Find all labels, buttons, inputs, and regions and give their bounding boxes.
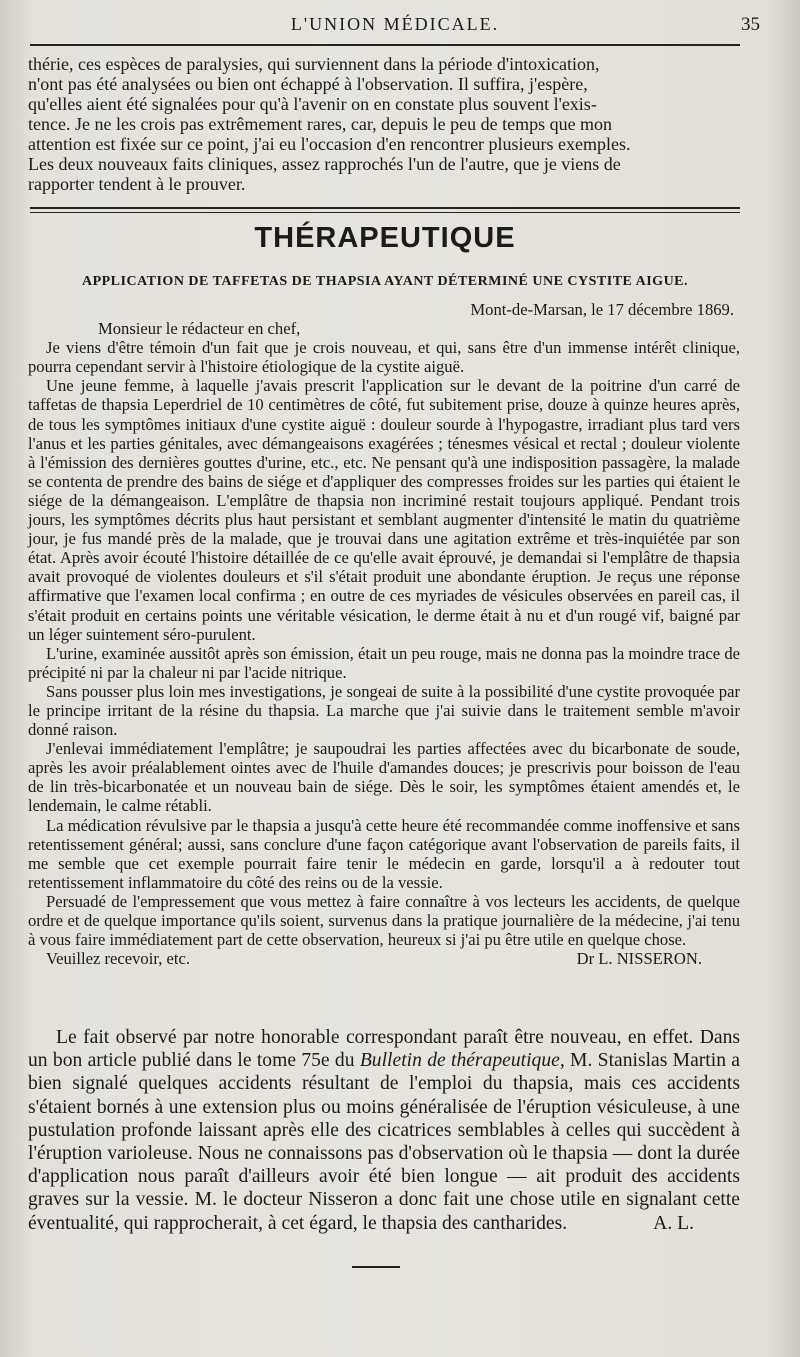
text-line: Les deux nouveaux faits cliniques, assez rapprochés l'un de l'autre, que je viens de [28,154,621,174]
letter-salutation: Monsieur le rédacteur en chef, [98,319,301,339]
letter-paragraph: Je viens d'être témoin d'un fait que je crois nouveau, et qui, sans être d'un immense intérêt clinique, pourra cependant servir à l'histoire étiologique de la cystite aiguë. [28,338,740,377]
article-title: APPLICATION DE TAFFETAS DE THAPSIA AYANT DÉTERMINÉ UNE CYSTITE AIGUE. [81,274,689,289]
section-divider-thin [30,212,740,213]
section-title: THÉRAPEUTIQUE [254,222,516,254]
letter-paragraph: Persuadé de l'empressement que vous mettez à faire connaître à vos lecteurs les accidents, de quelque ordre et de quelque importance qu'ils soient, survenus dans la pratique journalière de la médecine, j'ai tenu à vous faire immédiatement part de cette observation, heureux si j'ai pu être utile en quelque chose. [28,891,740,950]
text-line: attention est fixée sur ce point, j'ai eu l'occasion d'en rencontrer plusieurs exemples. [28,134,631,154]
letter-paragraph: Une jeune femme, à laquelle j'avais prescrit l'application sur le devant de la poitrine d'un carré de taffetas de thapsia Leperdriel de 10 centimètres de côté, fut subitement prise, douze à quinze heures après, de tous les symptômes initiaux d'une cystite aiguë : douleur sourde à l'hypogastre, irradiant plus tard vers l'anus et les parties génitales, avec démangeaisons exagérées ; ténesmes vésical et rectal ; douleur violente à l'émission des dernières gouttes d'urine, etc., etc. Ne pensant qu'à une indisposition passagère, la malade se contenta de prendre des bains de siége et d'appliquer des compresses froides sur les parties qui étaient le siége de la démangeaison. L'emplâtre de thapsia non incriminé restait toujours appliqué. Pendant trois jours, les symptômes décrits plus haut persistant et semblant augmenter d'intensité le matin du quatrième jour, je fus mandé près de la malade, que je trouvai dans une agitation extrême et très-inquiétée par son état. Après avoir écouté l'histoire détaillée de ce qu'elle avait éprouvé, je demandai si l'emplâtre de thapsia avait provoqué de violentes douleurs et s'il s'était produit une abondante éruption. Je reçus une réponse affirmative que l'examen local confirma ; en outre de ces myriades de vésicules observées en pareil cas, il s'était produit en certains points une véritable vésication, le derme était à nu et d'un rougé vif, baigné par un léger suintement séro-purulent. [28,376,740,644]
commentary-paragraph [28,1026,740,1235]
text-line: thérie, ces espèces de paralysies, qui surviennent dans la période d'intoxication, [28,54,600,74]
letter-paragraph: La médication révulsive par le thapsia a jusqu'à cette heure été recommandée comme inoffensive et sans retentissement général; aussi, sans conclure d'une façon catégorique avant l'observation de pareils faits, il me semble que cet exemple pourrait faire tenir le médecin en garde, lorsqu'il a à redouter tout retentissement inflammatoire du côté des reins ou de la vessie. [28,815,740,892]
header-rule [30,44,740,46]
editor-initials: A. L. [653,1212,694,1234]
previous-article-ending [28,54,740,194]
letter-paragraph: J'enlevai immédiatement l'emplâtre; je saupoudrai les parties affectées avec du bicarbonate de soude, après les avoir préalablement ointes avec de l'huile d'amandes douces; je prescrivis pour boisson de l'eau de lin très-bicarbonatée et un nouveau bain de siége. Dès le soir, les symptômes étaient amendés et, le lendemain, le calme rétabli. [28,739,740,816]
letter-place-date: Mont-de-Marsan, le 17 décembre 1869. [470,300,734,319]
letter-body [28,300,740,968]
text-line: n'ont pas été analysées ou bien ont échappé à l'observation. Il suffira, j'espère, [28,74,588,94]
journal-reference: Bulletin de thérapeutique, [359,1050,565,1072]
editor-commentary [28,1026,740,1235]
commentary-text-end: M. Stanislas Martin a bien signalé quelques accidents résultant de l'emploi du thapsia, mais ces accidents s'étaient bornés à une extension plus ou moins généralisée de l'éruption vésiculeuse, à une pustulation profonde laissant après elle des cicatrices semblables à celles qui succèdent à l'éruption varioleuse. Nous ne connaissons pas d'observation où le thapsia — dont la durée d'application nous paraît d'ailleurs avoir été bien longue — ait produit des accidents graves sur la vessie. M. le docteur Nisseron a donc fait une chose utile en signalant cette éventualité, qui rapprocherait, à cet égard, le thapsia des cantharides. [28,1050,741,1234]
letter-paragraph: L'urine, examinée aussitôt après son émission, était un peu rouge, mais ne donna pas la moindre trace de précipité ni par la chaleur ni par l'acide nitrique. [28,643,740,682]
end-of-article-rule [352,1266,400,1268]
text-line: qu'elles aient été signalées pour qu'à l'avenir on en constate plus souvent l'exis- [28,94,597,114]
letter-closing: Veuillez recevoir, etc. [46,949,190,969]
commentary-text-start: Le fait observé par notre honorable correspondant paraît être nouveau, en effet. Dans un bon article publié dans le tome 75e du [28,1027,740,1072]
text-line: tence. Je ne les crois pas extrêmement rares, car, depuis le peu de temps que mon [28,114,613,134]
text-line: rapporter tendent à le prouver. [28,174,246,194]
page-number: 35 [741,14,760,35]
letter-paragraph: Sans pousser plus loin mes investigations, je songeai de suite à la possibilité d'une cystite provoquée par le principe irritant de la résine du thapsia. La marche que j'ai suivie dans le traitement semble m'avoir donné raison. [28,681,740,740]
section-divider-thick [30,207,740,209]
letter-closing-line [28,949,740,968]
running-head [30,14,760,40]
letter-signature: Dr L. NISSERON. [576,949,702,969]
journal-title: L'UNION MÉDICALE. [290,14,500,34]
